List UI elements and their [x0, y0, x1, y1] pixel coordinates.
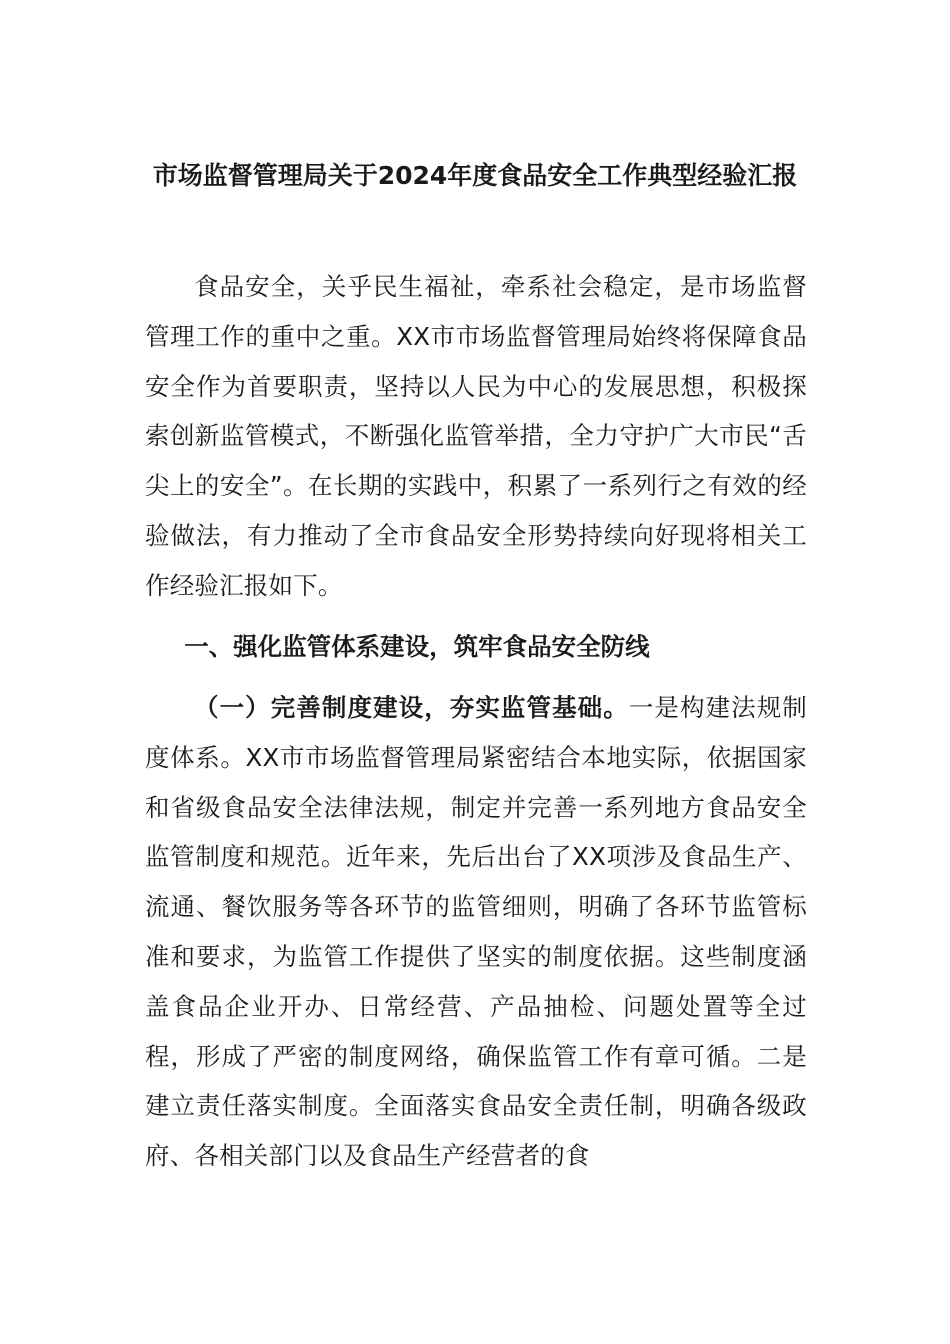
- section-heading: 一、强化监管体系建设，筑牢食品安全防线: [184, 632, 650, 661]
- subsection-body: 一是构建法规制度体系。XX市市场监督管理局紧密结合本地实际，依据国家和省级食品安全法律法规，制定并完善一系列地方食品安全监管制度和规范。近年来，先后出台了XX项涉及食品生产、流通、餐饮服务等各环节的监管细则，明确了各环节监管标准和要求，为监管工作提供了坚实的制度依据。这些制度涵盖食品企业开办、日常经营、产品抽检、问题处置等全过程，形成了严密的制度网络，确保监管工作有章可循。二是建立责任落实制度。全面落实食品安全责任制，明确各级政府、各相关部门以及食品生产经营者的食: [145, 693, 807, 1171]
- intro-paragraph: 食品安全，关乎民生福祉，牵系社会稳定，是市场监督管理工作的重中之重。XX市市场监督管理局始终将保障食品安全作为首要职责，坚持以人民为中心的发展思想，积极探索创新监管模式，不断强化监管举措，全力守护广大市民“舌尖上的安全”。在长期的实践中，积累了一系列行之有效的经验做法，有力推动了全市食品安全形势持续向好现将相关工作经验汇报如下。: [145, 272, 807, 600]
- subsection-paragraph: [145, 683, 807, 1181]
- subsection-lead: （一）完善制度建设，夯实监管基础。: [194, 693, 629, 722]
- document-title: 市场监督管理局关于2024年度食品安全工作典型经验汇报: [152, 161, 798, 190]
